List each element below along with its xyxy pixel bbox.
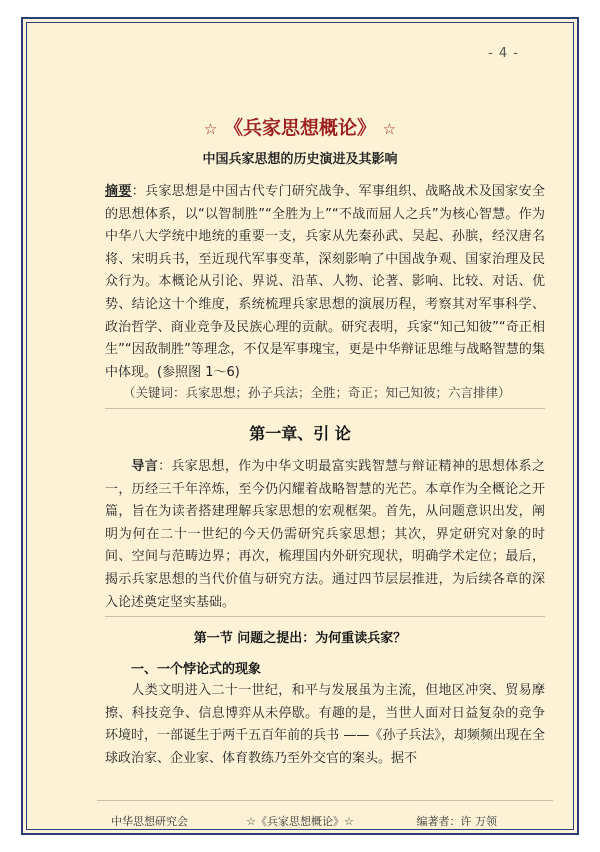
- intro-label: 导言: [131, 459, 159, 474]
- abstract-paragraph: [105, 181, 545, 384]
- subsection-title: 一、一个悖论式的现象: [131, 662, 262, 677]
- document-title-text: 《兵家思想概论》: [223, 117, 376, 139]
- body-text: 人类文明进入二十一世纪，和平与发展虽为主流，但地区冲突、贸易摩擦、科技竞争、信息博弈从未停歇。有趣的是，当世人面对日益复杂的竞争环境时，一部诞生于两千五百年前的兵书 ——《孙子兵法》，却频频出现在全球政治家、企业家、体育教练乃至外交官的案头。据不: [105, 683, 545, 766]
- star-icon-left: ☆: [203, 120, 218, 138]
- page-number: - 4 -: [488, 46, 519, 61]
- intro-colon: ：: [158, 459, 172, 474]
- section-title: 第一节 问题之提出：为何重读兵家？: [193, 631, 407, 646]
- divider-middle: [105, 616, 545, 617]
- divider-top: [105, 408, 545, 409]
- footer-divider: [97, 800, 553, 801]
- chapter-title: 第一章、引 论: [249, 424, 351, 443]
- intro-text: 兵家思想，作为中华文明最富实践智慧与辩证精神的思想体系之一，历经三千年淬炼，至今仍闪耀着战略智慧的光芒。本章作为全概论之开篇，旨在为读者搭建理解兵家思想的宏观框架。首先，从问题意识出发，阐明为何在二十一世纪的今天仍需研究兵家思想；其次，界定研究对象的时间、空间与范畴边界；再次，梳理国内外研究现状，明确学术定位；最后，揭示兵家思想的当代价值与研究方法。通过四节层层推进，为后续各章的深入论述奠定坚实基础。: [105, 459, 545, 610]
- document-title: [23, 113, 577, 140]
- abstract-text: 兵家思想是中国古代专门研究战争、军事组织、战略战术及国家安全的思想体系，以“以智制胜”“全胜为上”“不战而屈人之兵”为核心智慧。作为中华八大学统中地统的重要一支，兵家从先秦孙武、吴起、孙膑，经汉唐名将、宋明兵书，至近现代军事变革，深刻影响了中国战争观、国家治理及民众行为。本概论从引论、界说、沿革、人物、论著、影响、比较、对话、优势、结论这十个维度，系统梳理兵家思想的演展历程，考察其对军事科学、政治哲学、商业竞争及民族心理的贡献。研究表明，兵家“知己知彼”“奇正相生”“因敌制胜”等理念，不仅是军事瑰宝，更是中华辩证思维与战略智慧的集中体现。(参照图 1～6): [105, 184, 545, 380]
- footer-author: 编著者：许 万领: [416, 815, 497, 828]
- document-subtitle: 中国兵家思想的历史演进及其影响: [202, 152, 398, 167]
- abstract-colon: ：: [131, 184, 146, 199]
- star-icon-right: ☆: [382, 120, 397, 138]
- footer-book-title: ☆《兵家思想概论》☆: [246, 815, 354, 828]
- body-paragraph: [105, 680, 545, 770]
- footer-organization: 中华思想研究会: [111, 815, 188, 828]
- intro-paragraph: [105, 456, 545, 614]
- abstract-label: 摘要: [105, 184, 132, 199]
- keywords-line: （关键词：兵家思想；孙子兵法；全胜；奇正；知己知彼；六言排律）: [123, 385, 511, 400]
- document-page: [21, 17, 579, 835]
